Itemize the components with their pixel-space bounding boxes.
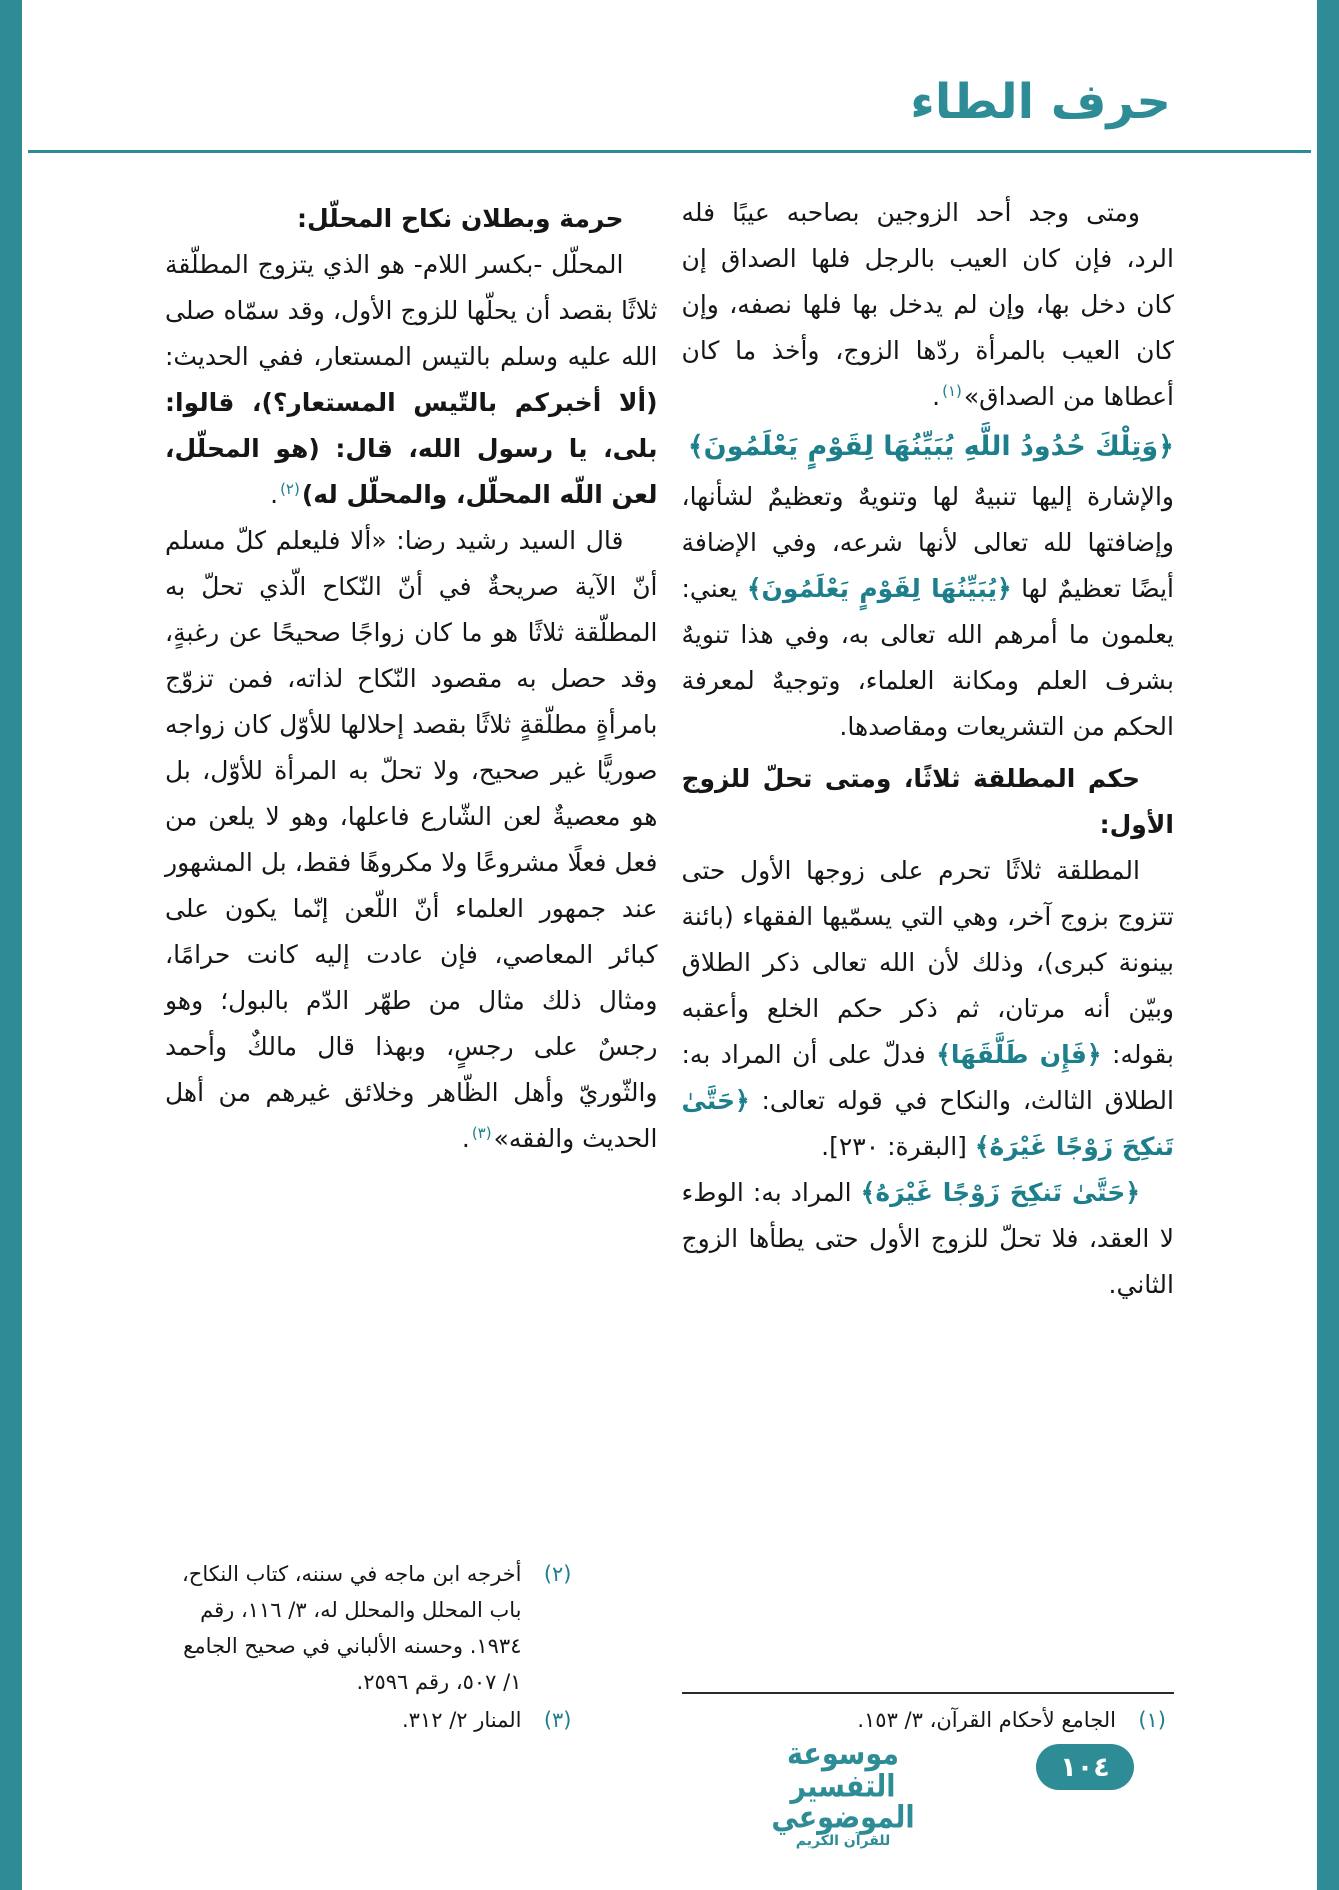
quran-verse: ﴿حَتَّىٰ تَنكِحَ زَوْجًا غَيْرَهُ﴾	[860, 1178, 1140, 1207]
text-run: فدلّ على أن المراد به: الطلاق الثالث، والنكاح في قوله تعالى:	[681, 1040, 1174, 1115]
right-footnotes-list	[682, 1702, 1175, 1738]
left-column-body	[165, 190, 658, 1162]
footnote-text: الجامع لأحكام القرآن، ٣/ ١٥٣.	[857, 1708, 1116, 1732]
footnote-text: أخرجه ابن ماجه في سننه، كتاب النكاح، باب المحلل والمحلل له، ٣/ ١١٦، رقم ١٩٣٤. وحسنه الألباني في صحيح الجامع ١/ ٥٠٧، رقم ٢٥٩٦.	[182, 1562, 522, 1694]
text-run: .	[270, 480, 279, 509]
footnote-reference: (١)	[942, 381, 962, 400]
footnote-number: (١)	[1138, 1708, 1166, 1732]
quran-verse: ﴿فَإِن طَلَّقَهَا﴾	[936, 1040, 1102, 1069]
emblem-title: موسوعة التفسير الموضوعي	[771, 1736, 915, 1836]
footnote	[165, 1702, 580, 1738]
text-run: حرمة وبطلان نكاح المحلّل:	[296, 204, 624, 233]
chapter-heading: حرف الطاء	[910, 74, 1171, 130]
text-run: المراد به: الوطء لا العقد، فلا تحلّ للزوج الأول حتى يطأها الزوج الثاني.	[681, 1178, 1174, 1299]
paragraph	[682, 1170, 1175, 1308]
text-columns	[165, 190, 1174, 1740]
left-footnotes-list	[165, 1556, 580, 1738]
text-run: [البقرة: ٢٣٠].	[821, 1132, 975, 1161]
emblem-subtitle: للقرآن الكريم	[795, 1832, 891, 1849]
text-run: ومتى وجد أحد الزوجين بصاحبه عيبًا فله الرد، فإن كان العيب بالرجل فلها الصداق إن كان دخل بها، وإن لم يدخل بها فلها نصفه، وإن كان العيب بالمرأة ردّها الزوج، وأخذ ما كان أعطاها من الصداق»	[681, 198, 1174, 411]
left-border-bar	[0, 0, 22, 1890]
text-run: والإشارة إليها تنبيهٌ لها وتنويهٌ وتعظيمٌ لشأنها، وإضافتها لله تعالى لأنها شرعه، وفي الإضافة أيضًا تعظيمٌ لها	[681, 482, 1174, 603]
quran-verse: ﴿حَتَّىٰ تَنكِحَ زَوْجًا غَيْرَهُ﴾	[681, 1086, 1174, 1161]
page-number-badge	[1036, 1744, 1134, 1790]
footnote-reference: (٣)	[471, 1123, 492, 1142]
paragraph	[165, 518, 658, 1162]
paragraph	[165, 242, 658, 518]
footnote-number: (٢)	[543, 1562, 572, 1586]
footnote-number: (٣)	[543, 1708, 572, 1732]
quran-verse: ﴿يُبَيِّنُهَا لِقَوْمٍ يَعْلَمُونَ﴾	[746, 574, 1012, 603]
right-border-bar	[1317, 0, 1339, 1890]
section-heading	[165, 196, 658, 242]
text-run: قال السيد رشيد رضا: «ألا فليعلم كلّ مسلم أنّ الآية صريحةٌ في أنّ النّكاح الّذي تحلّ به المطلّقة ثلاثًا هو ما كان زواجًا صحيحًا عن رغبةٍ، وقد حصل به مقصود النّكاح لذاته، فمن تزوّج بامرأةٍ مطلّقةٍ ثلاثًا بقصد إحلالها للأوّل كان زواجه صوريًّا غير صحيح، ولا تحلّ به المرأة للأوّل، بل هو معصيةٌ لعن الشّارع فاعلها، وهو لا يلعن من فعل فعلًا مشروعًا ولا مكروهًا فقط، بل المشهور عند جمهور العلماء أنّ اللّعن إنّما يكون على كبائر المعاصي، فإن عادت إليه كانت حرامًا، ومثال ذلك مثال من طهّر الدّم بالبول؛ وهو رجسٌ على رجسٍ، وبهذا قال مالكٌ وأحمد والثّوريّ وأهل الظّاهر وخلائق غيرهم من أهل الحديث والفقه»	[165, 526, 658, 1153]
text-run: المطلقة ثلاثًا تحرم على زوجها الأول حتى تتزوج بزوج آخر، وهي التي يسمّيها الفقهاء (بائنة بينونة كبرى)، وذلك لأن الله تعالى ذكر الطلاق وبيّن أنه مرتان، ثم ذكر حكم الخلع وأعقبه بقوله:	[681, 856, 1175, 1069]
footnote-reference: (٢)	[280, 479, 300, 498]
text-run: المحلّل -بكسر اللام- هو الذي يتزوج المطلّقة ثلاثًا بقصد أن يحلّها للزوج الأول، وقد سمّاه صلى الله عليه وسلم بالتيس المستعار، ففي الحديث:	[165, 250, 658, 371]
paragraph	[682, 848, 1175, 1170]
left-footnotes	[165, 1556, 658, 1740]
right-column-body	[682, 190, 1175, 1308]
footnote	[165, 1556, 580, 1700]
footnote-divider	[682, 1692, 1175, 1694]
publisher-emblem	[739, 1736, 947, 1849]
text-run: حكم المطلقة ثلاثًا، ومتى تحلّ للزوج الأول:	[681, 764, 1174, 839]
text-run: .	[461, 1124, 470, 1153]
left-column	[165, 190, 658, 1740]
footnote	[682, 1702, 1175, 1738]
text-run: يعني: يعلمون ما أمرهم الله تعالى به، وفي هذا تنويهٌ بشرف العلم ومكانة العلماء، وتوجيهٌ لمعرفة الحكم من التشريعات ومقاصدها.	[681, 574, 1174, 741]
text-run: .	[932, 382, 941, 411]
paragraph	[682, 190, 1175, 420]
right-column	[682, 190, 1175, 1740]
text-run: (ألا أخبركم بالتّيس المستعار؟)، قالوا: بلى، يا رسول الله، قال: (هو المحلّل، لعن اللّه المحلّل، والمحلّل له)	[165, 388, 658, 509]
quran-verse: ﴿وَتِلْكَ حُدُودُ اللَّهِ يُبَيِّنُهَا لِقَوْمٍ يَعْلَمُونَ﴾	[687, 431, 1174, 462]
footnote-text: المنار ٢/ ٣١٢.	[401, 1708, 522, 1732]
paragraph	[682, 474, 1175, 750]
header-divider	[28, 150, 1311, 153]
page-number: ١٠٤	[1060, 1751, 1110, 1783]
right-footnotes	[682, 1682, 1175, 1740]
quran-verse-line	[682, 424, 1175, 470]
section-heading	[682, 756, 1175, 848]
